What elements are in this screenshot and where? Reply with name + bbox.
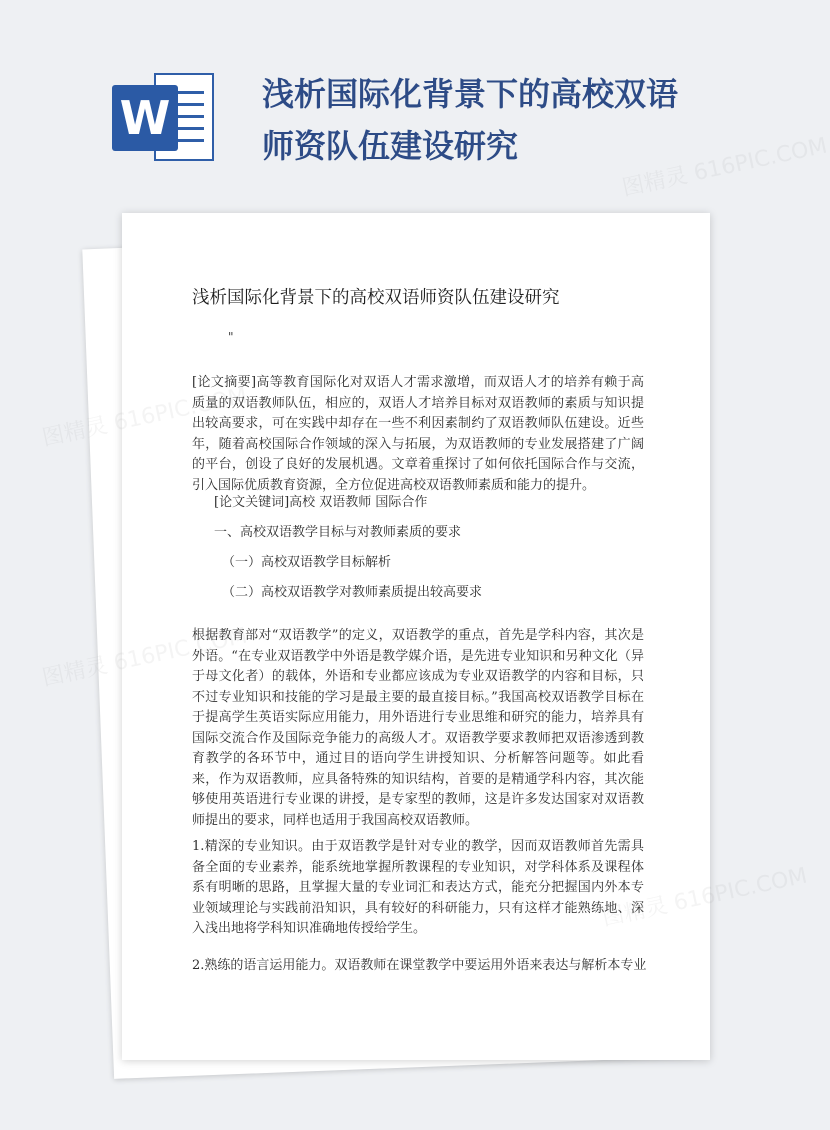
- subsection-heading-2: （二）高校双语教学对教师素质提出较高要求: [222, 585, 483, 600]
- document-page: [122, 213, 710, 1060]
- section-heading-1: 一、高校双语教学目标与对教师素质的要求: [214, 525, 462, 540]
- keywords-line: [论文关键词]高校 双语教师 国际合作: [214, 495, 428, 510]
- subsection-heading-1: （一）高校双语教学目标解析: [222, 555, 392, 570]
- list-item-2: 2.熟练的语言运用能力。双语教师在课堂教学中要运用外语来表达与解析本专业: [192, 958, 647, 973]
- body-paragraph: 根据教育部对“双语教学”的定义，双语教学的重点，首先是学科内容，其次是外语。“在专业双语教学中外语是教学媒介语，是先进专业知识和另种文化（异于母文化者）的载体，外语和专业都应该成为专业双语教学的内容和目标，只不过专业知识和技能的学习是最主要的最直接目标。”我国高校双语教学目标在于提高学生英语实际应用能力，用外语进行专业思维和研究的能力，培养具有国际交流合作及国际竞争能力的高级人才。双语教学要求教师把双语渗透到教育教学的各环节中，通过目的语向学生讲授知识、分析解答问题等。如此看来，作为双语教师，应具备特殊的知识结构，首要的是精通学科内容，其次能够使用英语进行专业课的讲授，是专家型的教师，这是许多发达国家对双语教师提出的要求，同样也适用于我国高校双语教师。: [192, 628, 644, 828]
- word-document-icon: [112, 73, 214, 161]
- watermark: 图精灵 616PIC.COM: [620, 133, 830, 202]
- abstract-paragraph: [论文摘要]高等教育国际化对双语人才需求激增，而双语人才的培养有赖于高质量的双语教师队伍，相应的，双语人才培养目标对双语教师的素质与知识提出较高要求，可在实践中却存在一些不利因素制约了双语教师队伍建设。近些年，随着高校国际合作领域的深入与拓展，为双语教师的专业发展搭建了广阔的平台，创设了良好的发展机遇。文章着重探讨了如何依托国际合作与交流，引入国际优质教育资源，全方位促进高校双语教师素质和能力的提升。: [192, 375, 644, 493]
- list-item-1: 1.精深的专业知识。由于双语教学是针对专业的教学，因而双语教师首先需具备全面的专业素养，能系统地掌握所教课程的专业知识，对学科体系及课程体系有明晰的思路，且掌握大量的专业词汇和表达方式，能充分把握国内外本专业领域理论与实践前沿知识，具有较好的科研能力，只有这样才能熟练地、深入浅出地将学科知识准确地传授给学生。: [192, 839, 644, 936]
- document-title: 浅析国际化背景下的高校双语师资队伍建设研究: [192, 288, 560, 308]
- word-letter-badge: W: [112, 85, 178, 151]
- watermark: 图精灵: [40, 653, 110, 692]
- page-header: [0, 0, 800, 200]
- header-title: 浅析国际化背景下的高校双语师资队伍建设研究: [262, 75, 679, 165]
- watermark: 616PIC.COM: [671, 863, 810, 917]
- stray-mark: ": [228, 330, 234, 344]
- watermark: 图精灵: [40, 413, 110, 452]
